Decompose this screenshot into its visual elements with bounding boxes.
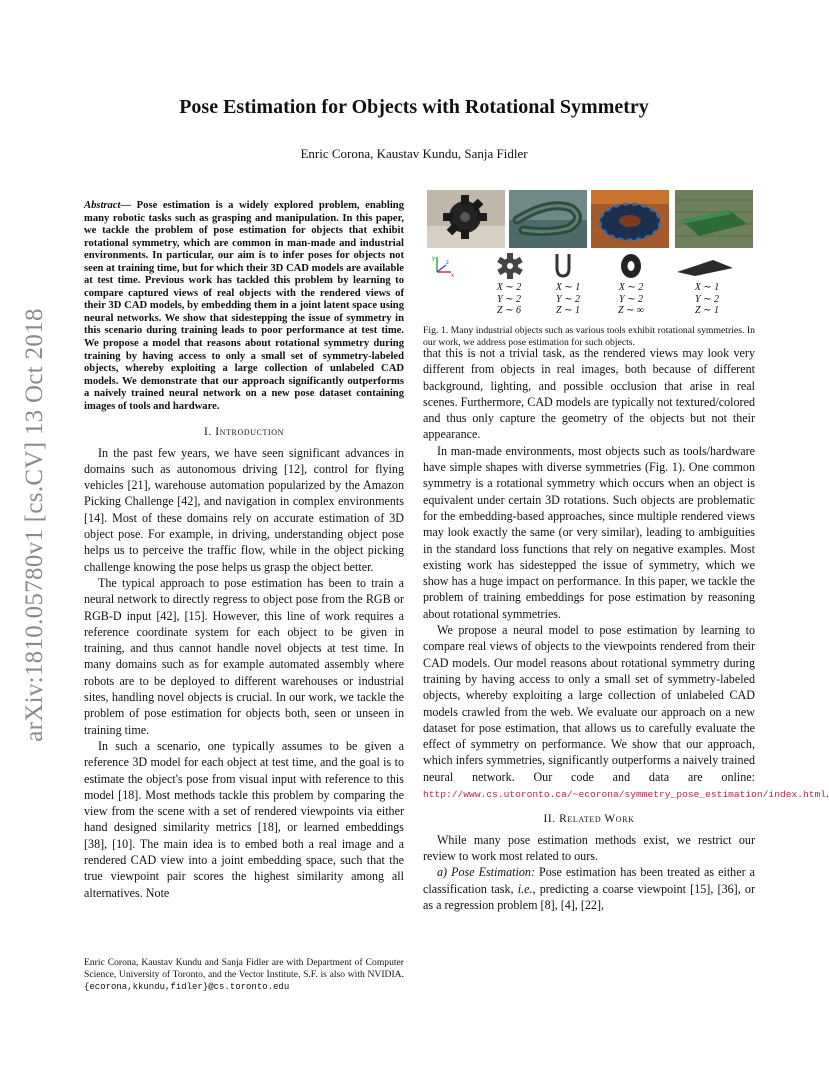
right-paragraph-3 <box>423 622 829 803</box>
photo-gear-object <box>427 190 505 248</box>
symmetry-z: Z ∼ ∞ <box>617 305 645 316</box>
abstract-text: — Pose estimation is a widely explored problem, enabling many robotic tasks such as grasping and manipulation. In this paper, we tackle the problem of pose estimation for objects that exhibit rotational symmetry, which are common in man-made and industrial environments. In particular, our aim is to infer poses for objects not seen at training time, but for which their 3D CAD models are available at test time. Previous work has tackled this problem by learning to compare captured views of real objects with the rendered views of their 3D CAD models, by embedding them in a joint latent space using neural networks. We show that sidestepping the issue of symmetry in this scenario during training leads to poor performance at test time. We propose a model that reasons about rotational symmetry during training by having access to only a small set of symmetry-labeled objects, whereby exploiting a large collection of unlabeled CAD models. We demonstrate that our approach significantly outperforms a naively trained neural network on a new pose dataset containing images of tools and hardware. <box>84 200 404 412</box>
photo-u-bolt-object <box>509 190 587 248</box>
axis-label-x: x <box>451 273 454 279</box>
symmetry-z: Z ∼ 6 <box>497 305 521 316</box>
gear-model-icon <box>495 252 525 280</box>
figure-photo-strip <box>427 190 753 250</box>
abstract <box>84 200 404 413</box>
right-paragraph-2: In man-made environments, most objects such as tools/hardware have simple shapes with diverse symmetries (Fig. 1). One common symmetry is a rotational symmetry which occurs when an object is equivalent under certain 3D rotations. Such objects are problematic for the embedding-based approaches, since multiple rendered views may look exactly the same (or very similar), leading to ambiguities in the standard loss functions that rely on negative examples. Most existing work has sidestepped the issue of symmetry, which we show has a huge impact on performance. In this paper, we tackle the problem of training embeddings for pose estimation by reasoning about rotational symmetries. <box>423 443 755 621</box>
right-paragraph-3-text: We propose a neural model to pose estimation by learning to compare real views of objects to the viewpoints rendered from their CAD models. Our model reasons about rotational symmetry during training by having access to only a small set of symmetry-labeled objects, whereby exploiting a large collection of unlabeled CAD models crawled from the web. We evaluate our approach on a new dataset for pose estimation, that allows us to carefully evaluate the effect of symmetry on performance. We show that our approach, which infers symmetries, significantly outperforms a naively trained neural network. Our code and data are online: <box>423 623 755 784</box>
arxiv-identifier-text: arXiv:1810.05780v1 [cs.CV] 13 Oct 2018 <box>21 308 48 742</box>
symmetry-y: Y ∼ 2 <box>556 293 580 305</box>
pose-estimation-subheading: a) Pose Estimation: <box>437 865 535 880</box>
photo-ring-object <box>591 190 669 248</box>
right-paragraph-1: that this is not a trivial task, as the rendered views may look very different from objects in real images, both because of different background, lighting, and possible occlusion that arise in real scenes. Furthermore, CAD models are typically not textured/colored and thus only capture the geometry of the objects but not their appearance. <box>423 346 755 442</box>
author-list: Enric Corona, Kaustav Kundu, Sanja Fidler <box>300 146 528 161</box>
related-paragraph-2 <box>423 864 755 913</box>
symmetry-label-plate <box>677 282 737 317</box>
right-column <box>423 345 829 913</box>
related-paragraph-2-text-b: , predicting a coarse viewpoint [15], [36], or as a regression problem [8], [4], [22], <box>423 881 755 912</box>
intro-paragraph-1: In the past few years, we have seen significant advances in domains such as autonomous driving [12], control for flying vehicles [21], warehouse automation popularized by the Amazon Picking Challenge [42], and navigation in complex environments [14]. Most of these domains rely on accurate estimation of 3D object pose. For example, in driving, understanding object pose helps us to perceive the traffic flow, while in the object picking challenge knowing the pose helps us grasp the object better. <box>84 445 404 574</box>
symmetry-y: Y ∼ 2 <box>695 293 719 305</box>
plate-model-icon <box>675 256 735 278</box>
section-heading-introduction: I. Introduction <box>203 426 285 439</box>
related-paragraph-2-text-a: Pose estimation has been treated as either a classification task, <box>423 865 755 896</box>
url-period: . <box>826 786 829 801</box>
figure-model-icons <box>423 252 755 280</box>
u-bolt-model-icon <box>551 252 575 280</box>
abstract-label: Abstract <box>84 200 121 211</box>
arxiv-identifier-stamp <box>20 290 50 760</box>
paper-title: Pose Estimation for Objects with Rotational Symmetry <box>179 96 649 118</box>
symmetry-label-ring <box>601 282 661 317</box>
author-affiliation-footnote <box>84 957 404 993</box>
symmetry-y: Y ∼ 2 <box>619 293 643 305</box>
symmetry-x: X ∼ 1 <box>694 282 720 293</box>
axis-label-y: y <box>432 256 435 262</box>
figure-symmetry-labels <box>423 282 755 322</box>
symmetry-x: X ∼ 1 <box>555 282 581 293</box>
project-url-link[interactable]: http://www.cs.utoronto.ca/~ecorona/symmetry_pose_estimation/index.html <box>423 789 827 801</box>
ring-model-icon <box>617 252 645 280</box>
figure-1 <box>423 190 755 350</box>
symmetry-label-gear <box>479 282 539 317</box>
footnote-text: Enric Corona, Kaustav Kundu and Sanja Fidler are with Department of Computer Science, University of Toronto, and the Vector Institute, S.F. is also with NVIDIA. <box>84 957 404 980</box>
axes-triad-icon <box>431 254 455 278</box>
photo-plate-object <box>675 190 753 248</box>
figure-1-caption: Fig. 1. Many industrial objects such as various tools exhibit rotational symmetries. In our work, we address pose estimation for such objects. <box>423 325 755 348</box>
section-heading-related-work: II. Related Work <box>543 813 635 826</box>
symmetry-y: Y ∼ 2 <box>497 293 521 305</box>
symmetry-label-u-bolt <box>538 282 598 317</box>
left-column <box>84 200 404 901</box>
symmetry-z: Z ∼ 1 <box>556 305 580 316</box>
axis-label-z: z <box>446 260 449 266</box>
related-paragraph-1: While many pose estimation methods exist, we restrict our review to work most related to ours. <box>423 832 755 863</box>
symmetry-x: X ∼ 2 <box>618 282 644 293</box>
footnote-emails: {ecorona,kkundu,fidler}@cs.toronto.edu <box>84 982 290 992</box>
symmetry-x: X ∼ 2 <box>496 282 522 293</box>
symmetry-z: Z ∼ 1 <box>695 305 719 316</box>
intro-paragraph-3: In such a scenario, one typically assumes to be given a reference 3D model for each object at test time, and the goal is to estimate the object's pose from visual input with reference to this model [18]. Most methods tackle this problem by comparing the view from the scene with a set of rendered viewpoints via either hand designed similarity metrics [18], or learned embeddings [38], [10]. The main idea is to embed both a real image and a rendered CAD view into a joint embedding space, such that the true viewpoint pair scores the highest similarity among all alternatives. Note <box>84 738 404 900</box>
intro-paragraph-2: The typical approach to pose estimation has been to train a neural network to directly regress to object pose from the RGB or RGB-D input [42], [15]. However, this line of work requires a reference coordinate system for each object to be given in training, and thus cannot handle novel objects at test time. In many domains such as for example automated assembly where robots are to be deployed to different warehouses or industrial sites, handling novel objects is crucial. In our work, we tackle the problem of pose estimation for objects both, seen or unseen in training time. <box>84 575 404 737</box>
ie-abbrev: i.e. <box>517 881 533 896</box>
